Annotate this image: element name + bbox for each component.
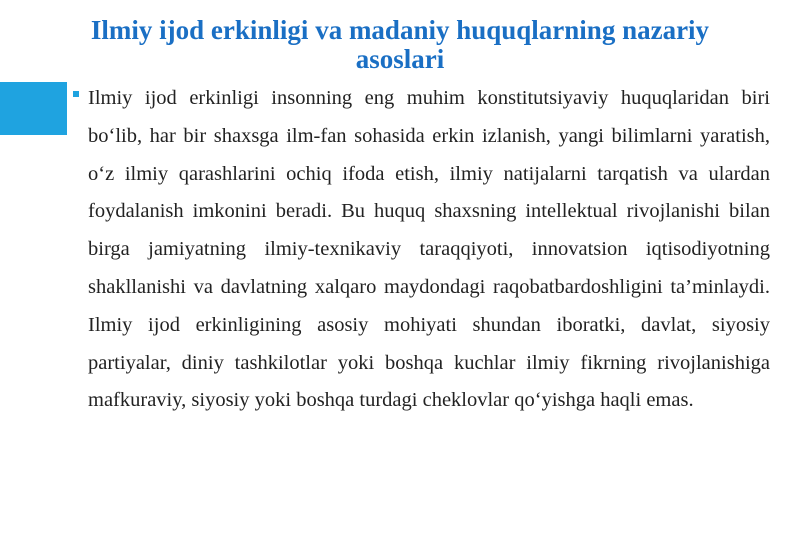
body-paragraph: Ilmiy ijod erkinligi insonning eng muhim konstitutsiyaviy huquqlaridan biri bo‘lib, har bir shaxsga ilm-fan sohasida erkin izlanish, yangi bilimlarni yaratish, o‘z ilmiy qarashlarini ochiq ifoda etish, ilmiy natijalarni tarqatish va ulardan foydalanish imkonini beradi. Bu huquq shaxsning intellektual rivojlanishi bilan birga jamiyatning ilmiy-texnikaviy taraqqiyoti, innovatsion iqtisodiyotning shakllanishi va davlatning xalqaro maydondagi raqobatbardoshligini ta’minlaydi. Ilmiy ijod erkinligining asosiy mohiyati shundan iboratki, davlat, siyosiy partiyalar, diniy tashkilotlar yoki boshqa kuchlar ilmiy fikrning rivojlanishiga mafkuraviy, siyosiy yoki boshqa turdagi cheklovlar qo‘yishga haqli emas. <box>88 87 770 412</box>
square-bullet-icon <box>73 91 79 97</box>
slide-title: Ilmiy ijod erkinligi va madaniy huquqlarning nazariy asoslari <box>90 15 710 74</box>
accent-block <box>0 82 67 135</box>
